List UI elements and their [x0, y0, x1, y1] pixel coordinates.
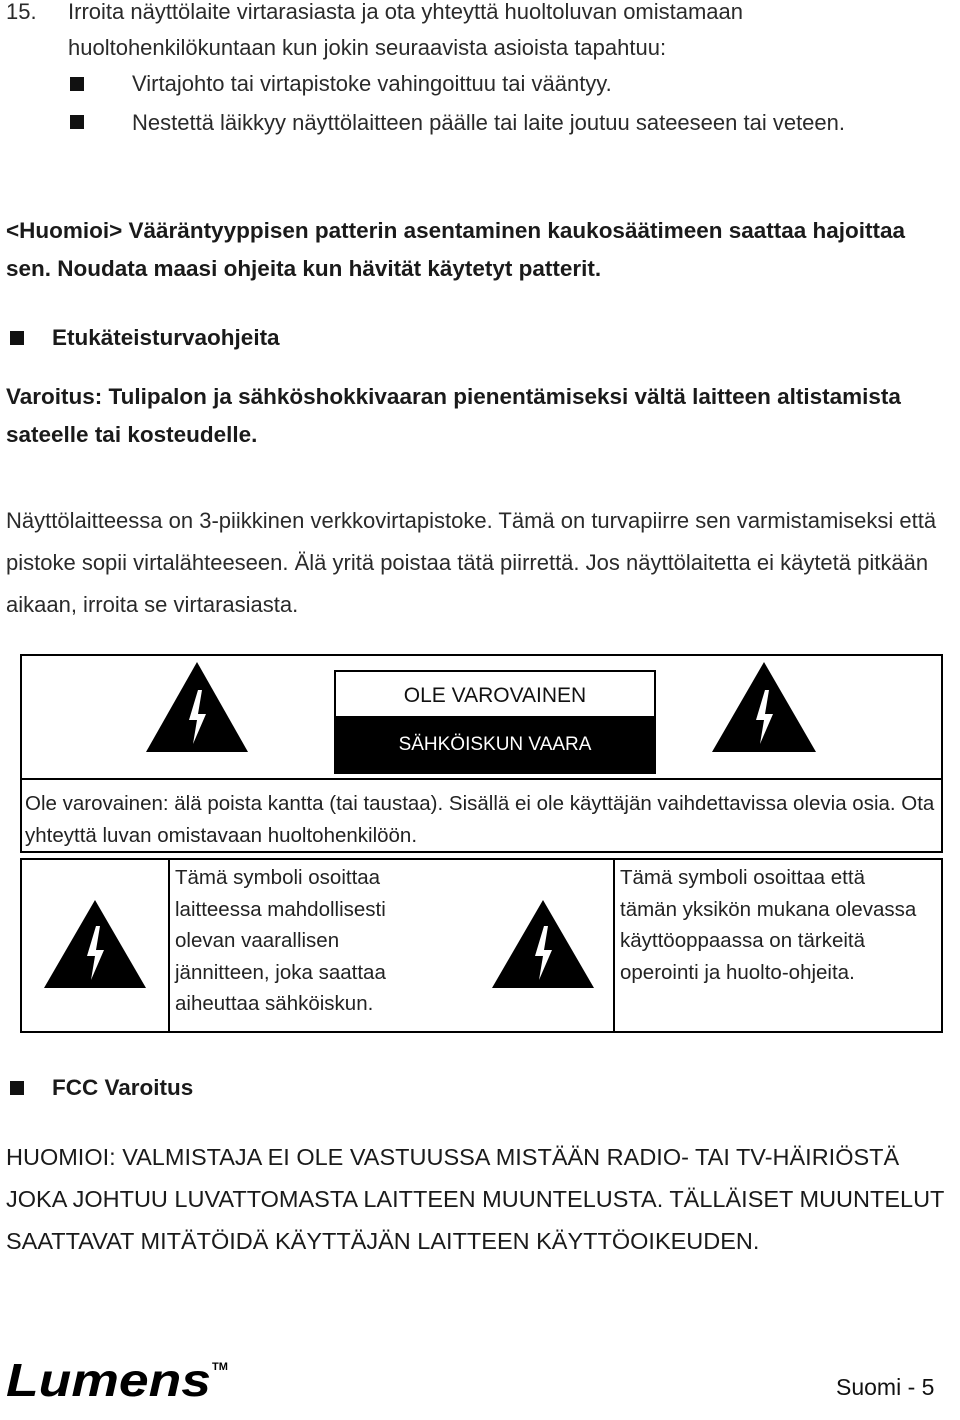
- lumens-logo: [4, 1356, 234, 1409]
- fcc-warning-text: HUOMIOI: VALMISTAJA EI OLE VASTUUSSA MISTÄÄN RADIO- TAI TV-HÄIRIÖSTÄ JOKA JOHTUU LUVATTOMASTA LAITTEEN MUUNTELUSTA. TÄLLÄISET MUUNTELUT SAATTAVAT MITÄTÖIDÄ KÄYTTÄJÄN LAITTEEN KÄYTTÖOIKEUDEN.: [6, 1144, 944, 1254]
- table-divider: [22, 778, 941, 780]
- square-bullet-icon: [10, 1081, 24, 1095]
- shock-hazard-label: SÄHKÖISKUN VAARA: [334, 716, 656, 774]
- square-bullet-icon: [70, 77, 84, 91]
- page-number: Suomi - 5: [836, 1374, 935, 1400]
- caution-label: OLE VAROVAINEN: [334, 670, 656, 718]
- table-divider: [168, 860, 170, 1031]
- caution-text: Ole varovainen: älä poista kantta (tai taustaa). Sisällä ei ole käyttäjän vaihdettavissa olevia osia. Ota yhteyttä luvan omistavaan huoltohenkilöön.: [25, 792, 935, 847]
- square-bullet-icon: [70, 115, 84, 129]
- square-bullet-icon: [10, 331, 24, 345]
- symbol-right-text: Tämä symboli osoittaa että tämän yksikön mukana olevassa käyttöoppaassa on tärkeitä operointi ja huolto-ohjeita.: [620, 866, 917, 984]
- lightning-warning-icon: [710, 660, 818, 754]
- item-text: Irroita näyttölaite virtarasiasta ja ota yhteyttä huoltoluvan omistamaan huoltohenkilökuntaan kun jokin seuraavista asioista tapahtuu:: [68, 0, 744, 60]
- item-number: 15.: [6, 0, 37, 24]
- lightning-warning-icon: [144, 660, 250, 754]
- bullet-text: Nestettä läikkyy näyttölaitteen päälle tai laite joutuu sateeseen tai veteen.: [132, 110, 846, 135]
- warning-triangle-icon: [490, 898, 596, 990]
- symbol-left-text: Tämä symboli osoittaa laitteessa mahdollisesti olevan vaarallisen jännitteen, joka saattaa aiheuttaa sähköiskun.: [175, 866, 386, 1015]
- bullet-text: Virtajohto tai virtapistoke vahingoittuu tai vääntyy.: [132, 71, 612, 96]
- lightning-warning-icon: [42, 898, 148, 990]
- logo-wordmark: Lumens: [6, 1356, 212, 1404]
- caution-label-box: [334, 670, 656, 776]
- table-divider: [613, 860, 615, 1031]
- fire-warning: Varoitus: Tulipalon ja sähköshokkivaaran pienentämiseksi vältä laitteen altistamista sateelle tai kosteudelle.: [6, 384, 901, 447]
- trademark-mark: TM: [212, 1361, 228, 1373]
- plug-paragraph: Näyttölaitteessa on 3-piikkinen verkkovirtapistoke. Tämä on turvapiirre sen varmistamiseksi että pistoke sopii virtalähteeseen. Älä yritä poistaa tätä piirrettä. Jos näyttölaitetta ei käytetä pitkään aikaan, irroita se virtarasiasta.: [6, 508, 937, 617]
- battery-note: <Huomioi> Vääräntyyppisen patterin asentaminen kaukosäätimeen saattaa hajoittaa sen. Noudata maasi ohjeita kun hävität käytetyt patterit.: [6, 218, 906, 281]
